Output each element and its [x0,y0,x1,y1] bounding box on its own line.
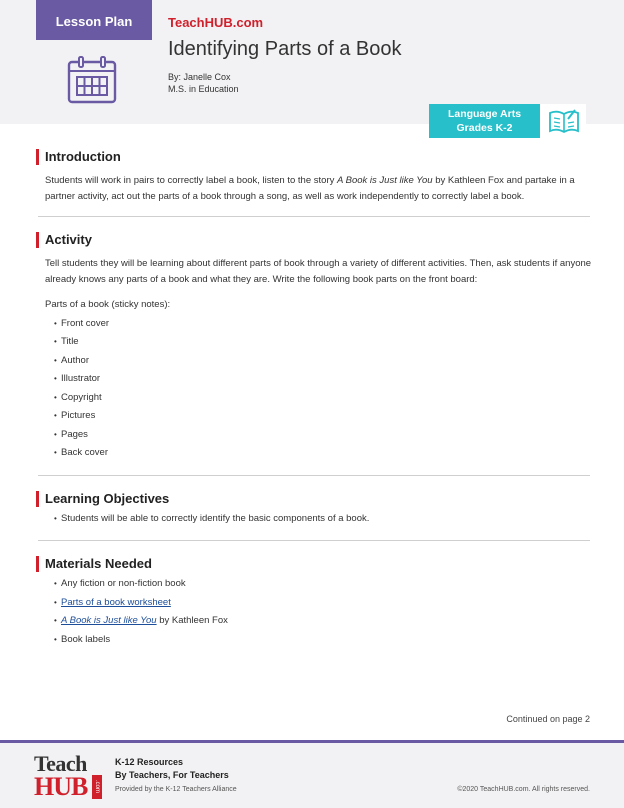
footer-provided-by: Provided by the K-12 Teachers Alliance [115,786,237,793]
introduction-heading: Introduction [36,149,592,165]
introduction-text [36,173,592,204]
author-credential: M.S. in Education [168,84,239,94]
logo-com: .com [92,775,102,799]
list-item [54,612,592,631]
objectives-heading: Learning Objectives [36,491,592,507]
page-footer [0,740,624,808]
list-item: • Book labels [54,631,592,650]
list-item: • Pages [54,426,592,445]
objectives-list [36,510,592,529]
intro-text-end: by Kathleen Fox and partake in a partner activity, act out the parts of a book through a song, as well as work independently to correctly label a book. [45,175,575,202]
book-parts-list [36,315,592,463]
book-link[interactable] [61,615,157,626]
list-item: • Back cover [54,444,592,463]
tagline-line-2: By Teachers, For Teachers [115,770,229,780]
open-book-icon [548,107,580,135]
activity-heading: Activity [36,232,592,248]
objectives-section [36,489,592,529]
lesson-plan-tab: Lesson Plan [36,0,152,40]
book-link-title: A Book is Just like You [61,615,157,626]
lesson-content [36,147,592,649]
footer-copyright: ©2020 TeachHUB.com. All rights reserved. [457,786,590,793]
grades-label: Grades K-2 [456,122,513,134]
activity-text: Tell students they will be learning about different parts of book through a variety of different activities. Then, ask students if anyone already knows any parts of a book and what they are. Write the following book parts on the front board: [45,258,592,285]
list-item: • Title [54,333,592,352]
teachhub-logo [34,751,104,803]
author-name: By: Janelle Cox [168,72,231,82]
author-info [168,71,239,95]
materials-section [36,554,592,649]
continued-note: Continued on page 2 [506,714,590,724]
list-item: • Students will be able to correctly identify the basic components of a book. [54,510,592,529]
activity-list-intro: Parts of a book (sticky notes): [45,299,171,310]
brand-name: TeachHUB.com [168,15,264,30]
calendar-icon [66,55,118,105]
subject-badge [429,104,540,138]
activity-section [36,230,592,463]
footer-tagline [115,756,229,782]
list-item: • Copyright [54,389,592,408]
section-divider [38,540,590,541]
list-item: • Author [54,352,592,371]
subject-label: Language Arts [447,108,522,120]
section-divider [38,475,590,476]
introduction-section [36,147,592,204]
worksheet-link[interactable]: Parts of a book worksheet [61,596,171,608]
list-item: • Front cover [54,315,592,334]
logo-hub: HUB [34,772,88,801]
list-item: • Illustrator [54,370,592,389]
book-author: by Kathleen Fox [156,615,228,626]
list-item: • Pictures [54,407,592,426]
materials-list [36,575,592,649]
tagline-line-1: K-12 Resources [115,757,184,767]
section-divider [38,216,590,217]
materials-heading: Materials Needed [36,556,592,572]
intro-book-title: A Book is Just like You [337,175,433,186]
intro-text-start: Students will work in pairs to correctly label a book, listen to the story [45,175,337,186]
lesson-title: Identifying Parts of a Book [168,38,402,60]
list-item [54,594,592,613]
book-icon-box [540,104,586,138]
logo-teach: Teach [34,751,87,776]
list-item: • Any fiction or non-fiction book [54,575,592,594]
